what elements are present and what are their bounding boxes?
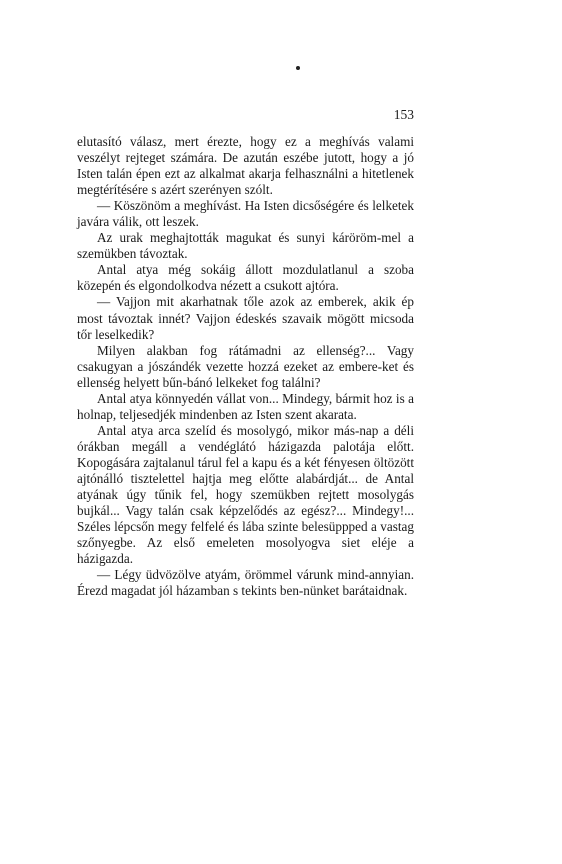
paragraph: Antal atya még sokáig állott mozdulatlanul a szoba közepén és elgondolkodva nézett a csukott ajtóra.	[77, 262, 414, 294]
paragraph: — Légy üdvözölve atyám, örömmel várunk mind-annyian. Érezd magadat jól házamban s tekints ben-nünket barátaidnak.	[77, 567, 414, 599]
paragraph: Antal atya könnyedén vállat von... Mindegy, bármit hoz is a holnap, teljesedjék mindenben az Isten szent akarata.	[77, 390, 414, 422]
paragraph: elutasító válasz, mert érezte, hogy ez a meghívás valami veszélyt rejteget számára. De azután eszébe jutott, hogy a jó Isten talán épen ezt az alkalmat akarja felhasználni a hitetlenek megtérítésére s azért szerényen szólt.	[77, 134, 414, 198]
paragraph: — Köszönöm a meghívást. Ha Isten dicsőségére és lelketek javára válik, ott leszek.	[77, 198, 414, 230]
page-number: 153	[393, 107, 414, 122]
paragraph: Milyen alakban fog rátámadni az ellenség?... Vagy csakugyan a jószándék vezette hozzá ezeket az embere-ket és ellenség helyett bűn-bánó lelkeket fog találni?	[77, 342, 414, 390]
printed-dot-mark	[296, 66, 300, 70]
paragraph: Az urak meghajtották magukat és sunyi káröröm-mel a szemükben távoztak.	[77, 230, 414, 262]
body-text	[77, 134, 414, 599]
paragraph: — Vajjon mit akarhatnak tőle azok az emberek, akik ép most távoztak innét? Vajjon édeskés szavaik mögött micsoda tőr leselkedik?	[77, 294, 414, 342]
paragraph: Antal atya arca szelíd és mosolygó, mikor más-nap a déli órákban megáll a vendéglátó házigazda palotája előtt. Kopogására zajtalanul tárul fel a kapu és a két fényesen öltözött ajtónálló tisztelettel hajtja meg előtte alabárdját... de Antal atyának úgy tűnik fel, hogy szemükben rejtett mosolygás bujkál... Vagy talán csak képzelődés az egész?... Mindegy!... Széles lépcsőn megy felfelé és lába szinte belesüppped a vastag szőnyegbe. Az első emeleten mosolyogva siet eléje a házigazda.	[77, 422, 414, 567]
